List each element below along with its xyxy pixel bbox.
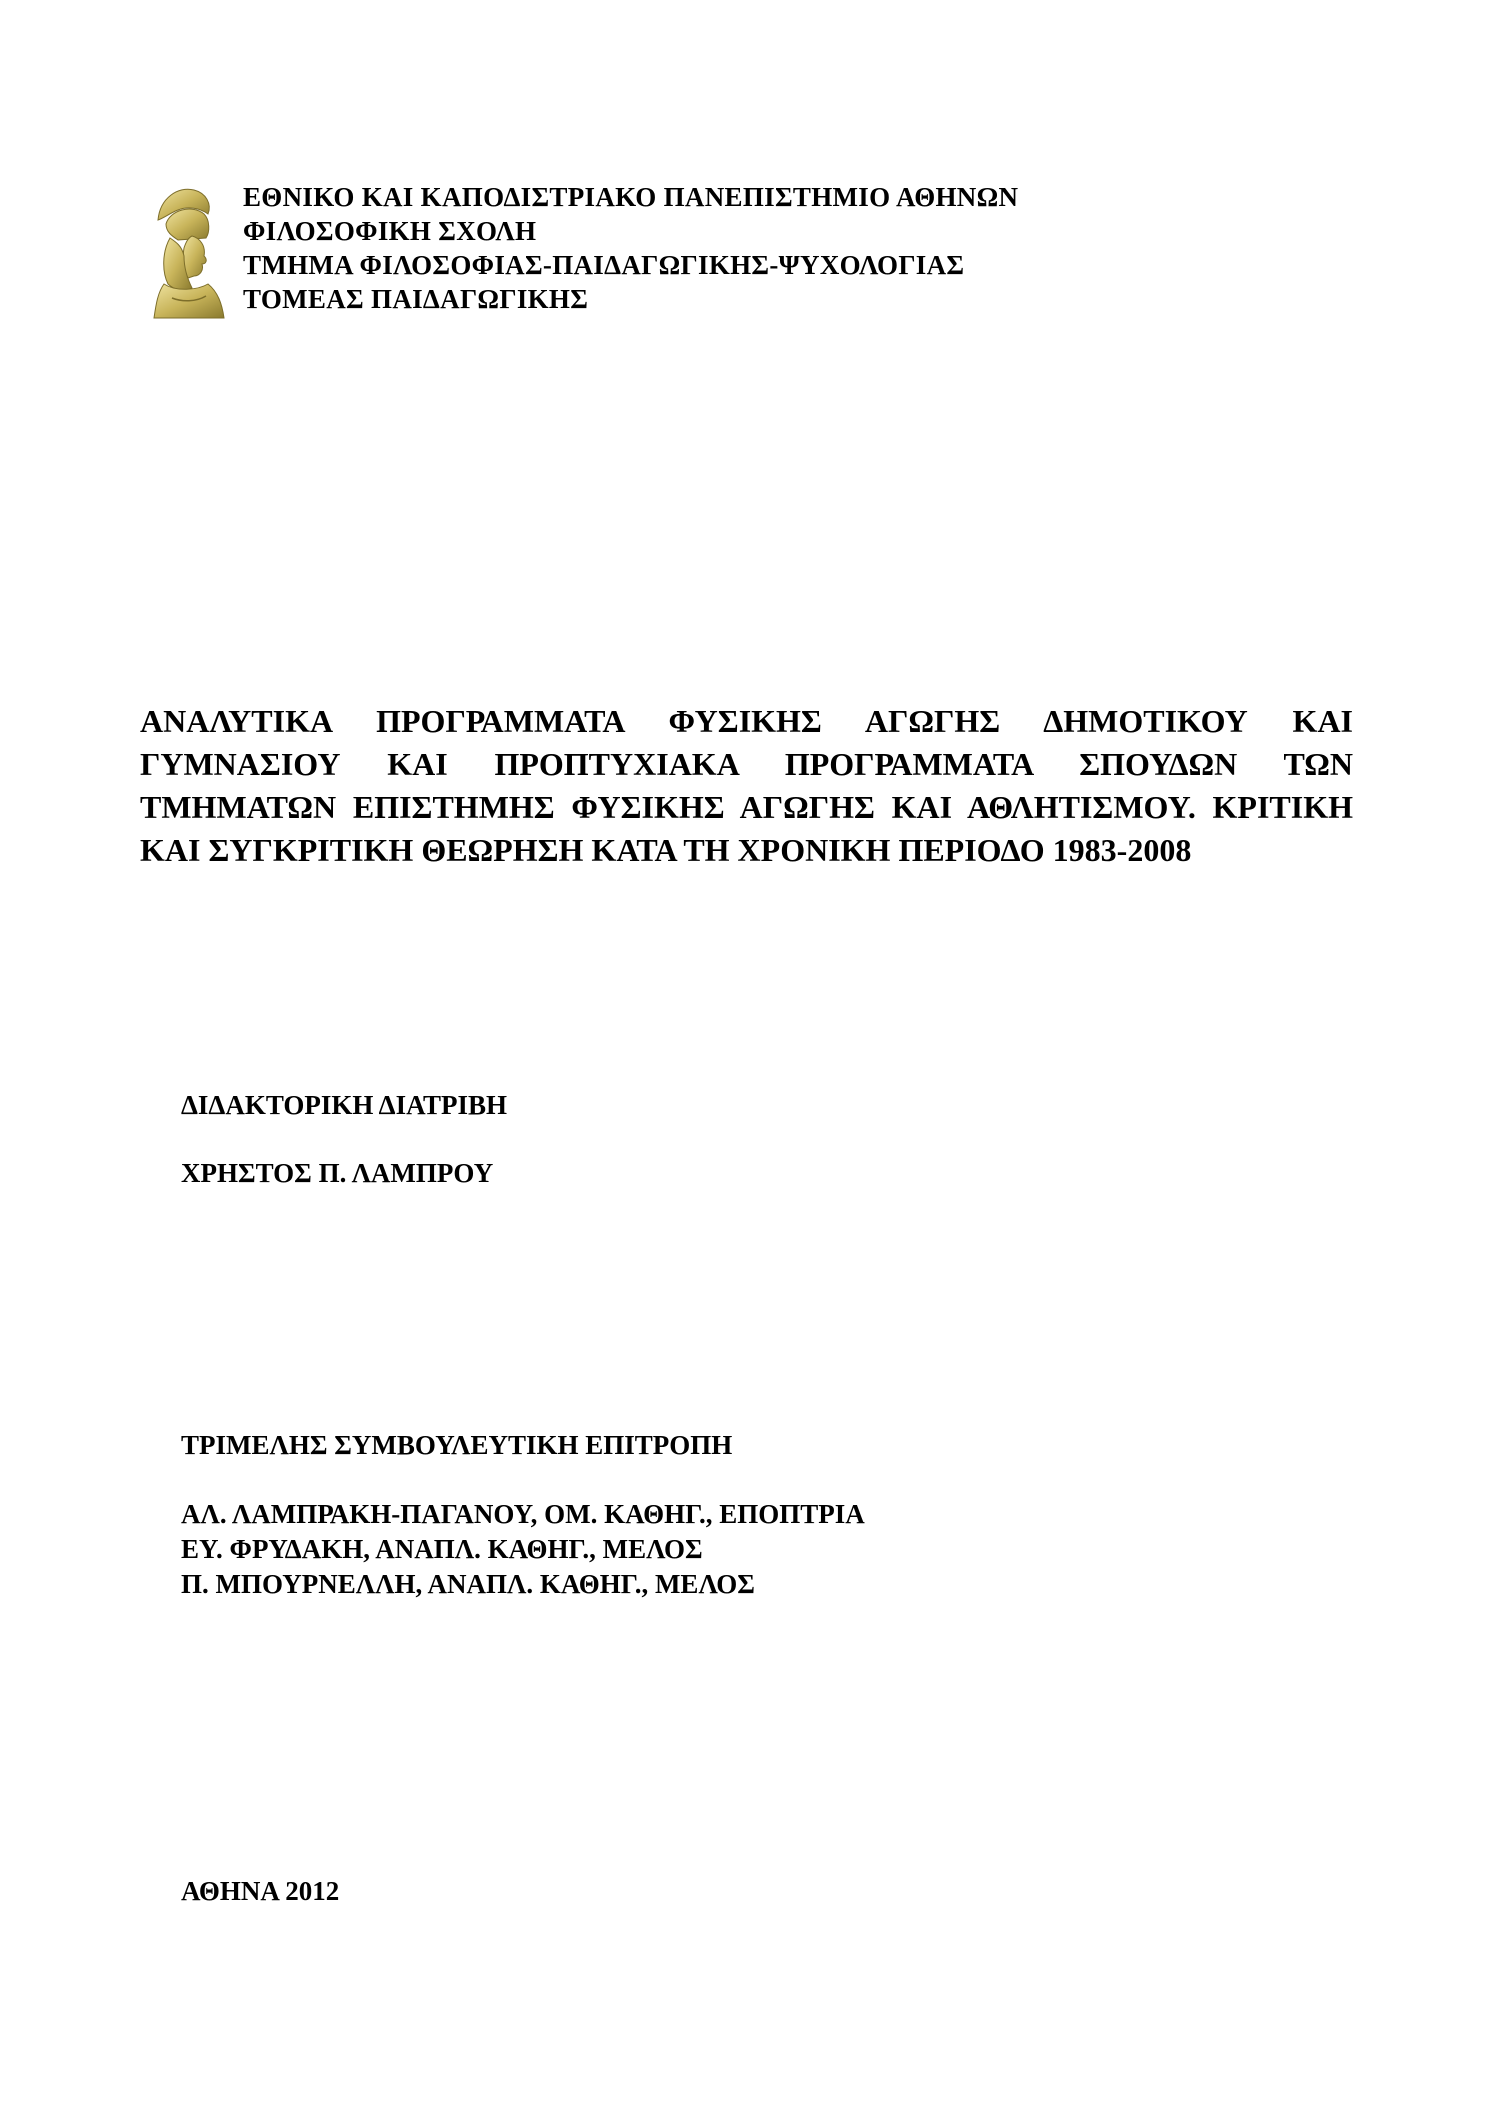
institution-header — [243, 180, 1018, 316]
committee-members — [181, 1497, 865, 1602]
department-name: ΤΜΗΜΑ ΦΙΛΟΣΟΦΙΑΣ-ΠΑΙΔΑΓΩΓΙΚΗΣ-ΨΥΧΟΛΟΓΙΑΣ — [243, 250, 965, 280]
place-year: ΑΘΗΝΑ 2012 — [181, 1876, 340, 1906]
committee-member: ΑΛ. ΛΑΜΠΡΑΚΗ-ΠΑΓΑΝΟΥ, ΟΜ. ΚΑΘΗΓ., ΕΠΟΠΤΡΙΑ — [181, 1499, 865, 1529]
committee-member: ΕΥ. ΦΡΥΔΑΚΗ, ΑΝΑΠΛ. ΚΑΘΗΓ., ΜΕΛΟΣ — [181, 1534, 703, 1564]
university-name: ΕΘΝΙΚΟ ΚΑΙ ΚΑΠΟΔΙΣΤΡΙΑΚΟ ΠΑΝΕΠΙΣΤΗΜΙΟ ΑΘΗΝΩΝ — [243, 182, 1019, 212]
sector-name: ΤΟΜΕΑΣ ΠΑΙΔΑΓΩΓΙΚΗΣ — [243, 284, 589, 314]
committee-heading: ΤΡΙΜΕΛΗΣ ΣΥΜΒΟΥΛΕΥΤΙΚΗ ΕΠΙΤΡΟΠΗ — [181, 1430, 733, 1460]
thesis-title: ΑΝΑΛΥΤΙΚΑ ΠΡΟΓΡΑΜΜΑΤΑ ΦΥΣΙΚΗΣ ΑΓΩΓΗΣ ΔΗΜΟΤΙΚΟΥ ΚΑΙ ΓΥΜΝΑΣΙΟΥ ΚΑΙ ΠΡΟΠΤΥΧΙΑΚΑ ΠΡΟΓΡΑΜΜΑΤΑ ΣΠΟΥΔΩΝ ΤΩΝ ΤΜΗΜΑΤΩΝ ΕΠΙΣΤΗΜΗΣ ΦΥΣΙΚΗΣ ΑΓΩΓΗΣ ΚΑΙ ΑΘΛΗΤΙΣΜΟΥ. ΚΡΙΤΙΚΗ ΚΑΙ ΣΥΓΚΡΙΤΙΚΗ ΘΕΩΡΗΣΗ ΚΑΤΑ ΤΗ ΧΡΟΝΙΚΗ ΠΕΡΙΟΔΟ 1983-2008 — [140, 703, 1353, 868]
school-name: ΦΙΛΟΣΟΦΙΚΗ ΣΧΟΛΗ — [243, 216, 537, 246]
committee-member: Π. ΜΠΟΥΡΝΕΛΛΗ, ΑΝΑΠΛ. ΚΑΘΗΓ., ΜΕΛΟΣ — [181, 1569, 755, 1599]
thesis-type: ΔΙΔΑΚΤΟΡΙΚΗ ΔΙΑΤΡΙΒΗ — [181, 1090, 507, 1120]
author-name: ΧΡΗΣΤΟΣ Π. ΛΑΜΠΡΟΥ — [181, 1158, 494, 1188]
athena-head-emblem-icon — [148, 180, 228, 320]
